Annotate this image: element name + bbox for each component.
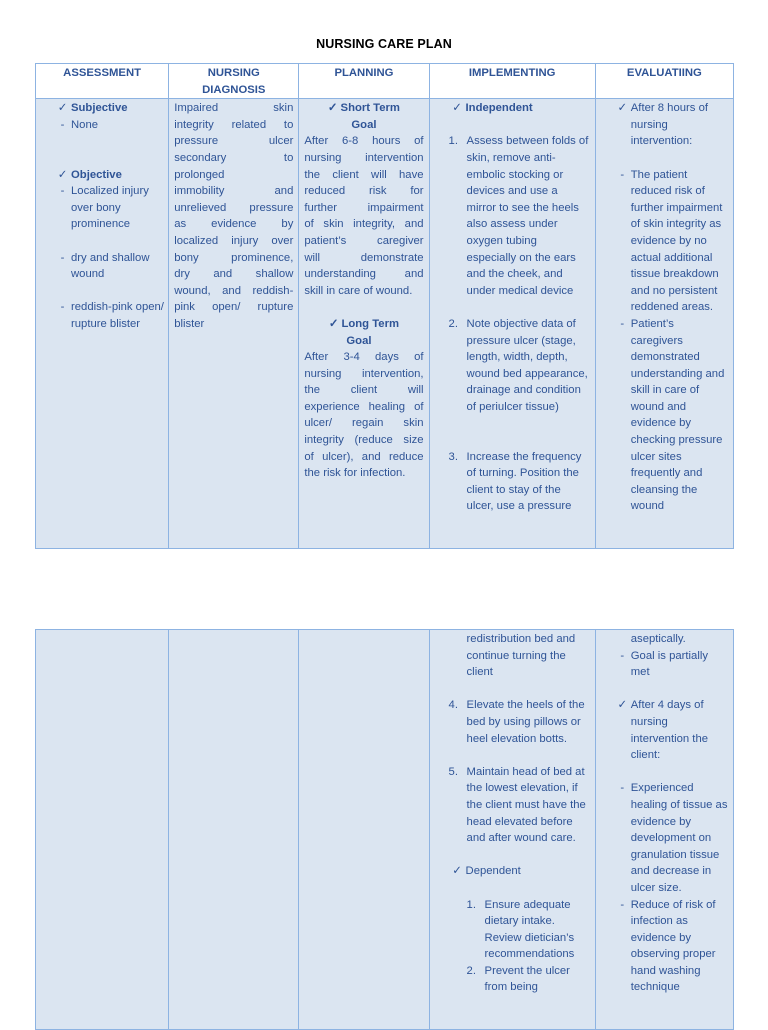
diagnosis-line: as evidence by: [174, 218, 294, 231]
dash-bullet: -: [620, 898, 625, 911]
subjective-label: Subjective: [71, 102, 128, 115]
diagnosis-line: blister: [174, 317, 205, 330]
evaluation-item: Patient’s caregivers demonstrated understanding and skill in care of wound and evidence by checking pressure ulcer sites frequently and cleansing the wound: [630, 317, 725, 513]
diagnosis-line: prolonged: [174, 168, 225, 181]
item-number: 4.: [448, 699, 458, 712]
planning-cell-continued: [299, 630, 429, 1030]
objective-label: Objective: [71, 168, 122, 181]
header-implementing: IMPLEMENTING: [429, 64, 595, 99]
short-term-line: patient’s caregiver: [304, 234, 424, 247]
care-plan-table-page1: [35, 63, 734, 549]
item-number: 3.: [448, 450, 458, 463]
evaluation-item: The patient reduced risk of further impairment of skin integrity as evidence by no actual additional tissue breakdown and no persistent reddened areas.: [630, 168, 723, 314]
evaluation-label: After 4 days of nursing intervention the client:: [630, 699, 709, 762]
evaluating-cell-continued: [595, 630, 733, 1030]
diagnosis-line: Impaired skin: [174, 102, 294, 115]
check-icon: ✓: [57, 168, 68, 181]
implementing-cell-continued: [429, 630, 595, 1030]
long-term-line: of ulcer), and reduce: [304, 450, 424, 463]
evaluation-label: After 8 hours of nursing intervention:: [630, 102, 709, 148]
diagnosis-line: immobility and: [174, 185, 294, 198]
dependent-item: Ensure adequate dietary intake. Review dietician’s recommendations: [484, 898, 575, 961]
short-term-line: skill in care of wound.: [304, 284, 413, 297]
short-term-line: After 6-8 hours of: [304, 135, 424, 148]
dash-bullet: -: [620, 317, 625, 330]
evaluation-item: Experienced healing of tissue as evidence by development on granulation tissue and decrease in ulcer size.: [630, 782, 728, 894]
item-number: 5.: [448, 765, 458, 778]
long-term-line: integrity (reduce size: [304, 434, 424, 447]
short-term-line: will demonstrate: [304, 251, 424, 264]
item-number: 2.: [466, 964, 476, 977]
check-icon: ✓: [57, 102, 68, 115]
check-icon: ✓: [617, 102, 627, 115]
short-term-line: the client will have: [304, 168, 424, 181]
check-icon: ✓: [452, 102, 462, 115]
dash-bullet: -: [60, 185, 65, 198]
intervention-item: Assess between folds of skin, remove anti-embolic stocking or devices and use a mirror to see the heels also assess under oxygen tubing especially on the ears and the cheek, and under medical device: [466, 135, 589, 297]
intervention-item: Increase the frequency of turning. Position the client to stay of the ulcer, use a pressure: [466, 450, 582, 513]
diagnosis-cell-continued: [169, 630, 299, 1030]
dash-bullet: -: [60, 301, 65, 314]
objective-item: dry and shallow wound: [71, 251, 150, 281]
dependent-item: Prevent the ulcer from being: [484, 964, 570, 994]
long-term-line: After 3-4 days of: [304, 351, 424, 364]
content-row: [36, 630, 734, 1030]
diagnosis-cell: [169, 99, 299, 549]
diagnosis-text: [169, 99, 298, 332]
item-number: 1.: [466, 898, 476, 911]
diagnosis-line: unrelieved pressure: [174, 201, 294, 214]
header-assessment: ASSESSMENT: [36, 64, 169, 99]
independent-label: Independent: [465, 102, 533, 115]
check-icon: ✓: [452, 865, 462, 878]
diagnosis-line: integrity related to: [174, 118, 294, 131]
objective-item: reddish-pink open/ rupture blister: [71, 301, 164, 330]
header-planning: PLANNING: [299, 64, 429, 99]
long-term-line: nursing intervention,: [304, 367, 424, 380]
diagnosis-line: dry and shallow: [174, 268, 294, 281]
subjective-item: None: [71, 118, 99, 131]
short-term-line: nursing intervention: [304, 151, 424, 164]
intervention-continued: redistribution bed and continue turning the client: [466, 633, 576, 679]
content-row: [36, 99, 734, 549]
short-term-line: reduced risk for: [304, 185, 424, 198]
implementing-cell: [429, 99, 595, 549]
dash-bullet: -: [620, 782, 625, 795]
header-row: [36, 64, 734, 99]
short-term-line: of skin integrity, and: [304, 218, 424, 231]
intervention-item: Note objective data of pressure ulcer (stage, length, width, depth, wound bed appearance, drainage and condition of periulcer tissue): [466, 317, 588, 413]
planning-cell: [299, 99, 429, 549]
check-icon: ✓: [617, 699, 627, 712]
diagnosis-line: localized injury over: [174, 234, 294, 247]
intervention-item: Maintain head of bed at the lowest elevation, if the client must have the head elevated before and after wound care.: [466, 765, 586, 845]
document-title: NURSING CARE PLAN: [316, 37, 452, 51]
diagnosis-line: pink open/ rupture: [174, 301, 294, 314]
dash-bullet: -: [60, 251, 65, 264]
short-term-line: understanding and: [304, 268, 424, 281]
evaluation-item: Reduce of risk of infection as evidence by observing proper hand washing technique: [630, 898, 716, 994]
item-number: 2.: [448, 317, 458, 330]
dash-bullet: -: [620, 649, 625, 662]
check-icon: ✓: [327, 102, 338, 115]
objective-item: Localized injury over bony prominence: [71, 185, 149, 231]
header-evaluating: EVALUATIING: [595, 64, 733, 99]
dash-bullet: -: [60, 118, 65, 131]
assessment-cell: [36, 99, 169, 549]
diagnosis-line: secondary to: [174, 151, 294, 164]
short-term-goal-label: ✓ Short Term: [327, 102, 400, 115]
assessment-cell-continued: [36, 630, 169, 1030]
diagnosis-line: pressure ulcer: [174, 135, 294, 148]
long-term-goal-label-2: Goal: [346, 334, 372, 347]
short-term-line: further impairment: [304, 201, 424, 214]
goal-status: Goal is partially met: [630, 649, 708, 679]
header-nursing-diagnosis: NURSING DIAGNOSIS: [169, 64, 299, 99]
long-term-line: the risk for infection.: [304, 467, 406, 480]
intervention-item: Elevate the heels of the bed by using pillows or heel elevation botts.: [466, 699, 585, 745]
short-term-goal-label-2: Goal: [351, 118, 377, 131]
diagnosis-line: bony prominence,: [174, 251, 294, 264]
evaluating-cell: [595, 99, 733, 549]
dash-bullet: -: [620, 168, 625, 181]
evaluation-continued: aseptically.: [630, 633, 686, 645]
care-plan-table-page2: [35, 629, 734, 1030]
long-term-line: experience healing of: [304, 400, 424, 413]
long-term-goal-label: ✓ Long Term: [328, 317, 400, 330]
dependent-label: Dependent: [465, 865, 521, 878]
check-icon: ✓: [328, 317, 339, 330]
long-term-line: the client will: [304, 384, 424, 397]
diagnosis-line: wound, and reddish-: [174, 284, 294, 297]
long-term-line: ulcer/ regain skin: [304, 417, 424, 430]
item-number: 1.: [448, 135, 458, 148]
